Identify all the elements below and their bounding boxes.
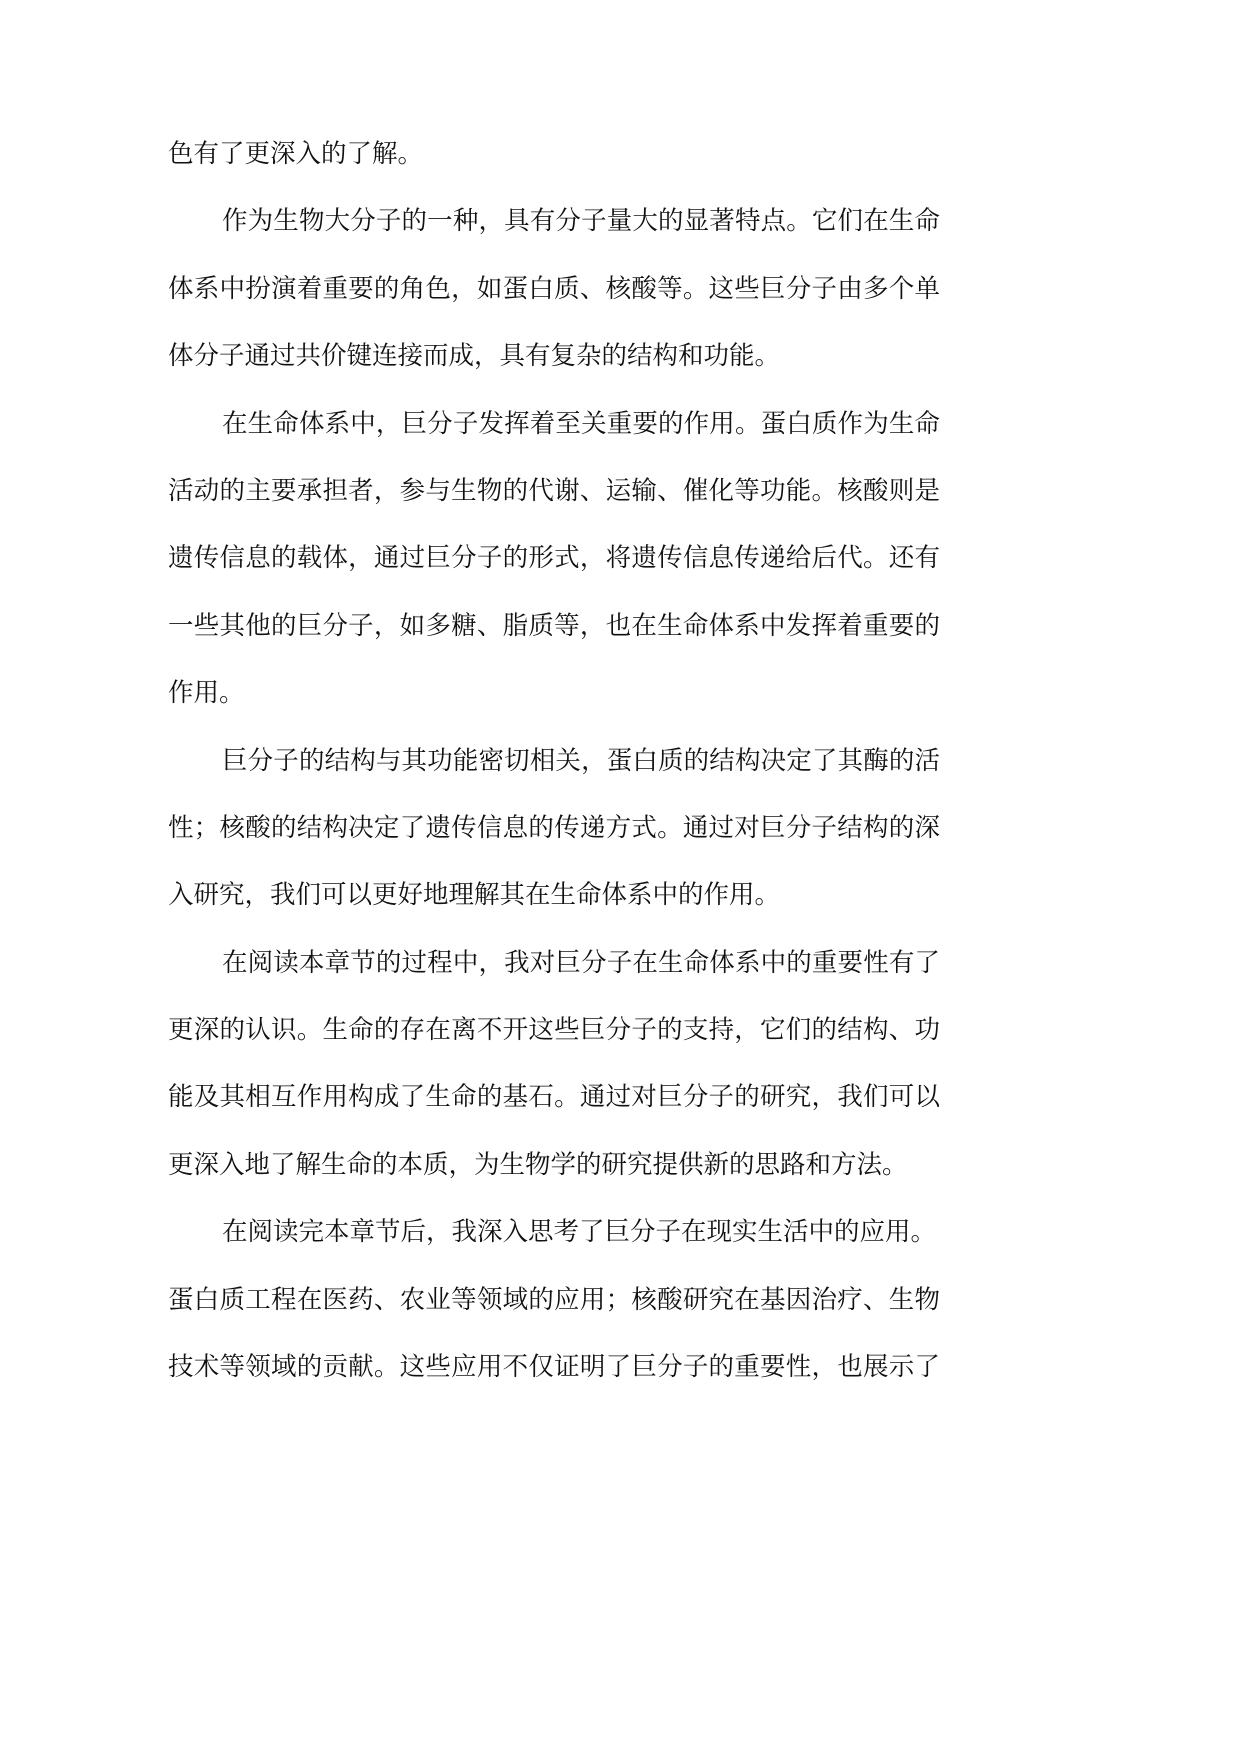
text-line: 体系中扮演着重要的角色，如蛋白质、核酸等。这些巨分子由多个单: [168, 273, 940, 304]
paragraph: [168, 1199, 940, 1401]
text-line: 作用。: [168, 678, 245, 709]
text-line: 色有了更深入的了解。: [168, 139, 424, 169]
text-line: 遗传信息的载体，通过巨分子的形式，将遗传信息传递给后代。还有: [168, 543, 940, 574]
text-line: 在生命体系中，巨分子发挥着至关重要的作用。蛋白质作为生命: [222, 408, 940, 439]
text-line: 更深的认识。生命的存在离不开这些巨分子的支持，它们的结构、功: [168, 1015, 940, 1046]
text-line: 作为生物大分子的一种，具有分子量大的显著特点。它们在生命: [222, 206, 940, 237]
text-line: 活动的主要承担者，参与生物的代谢、运输、催化等功能。核酸则是: [168, 475, 940, 506]
text-line: 入研究，我们可以更好地理解其在生命体系中的作用。: [168, 880, 781, 911]
paragraph: [168, 121, 940, 188]
paragraph: [168, 188, 940, 390]
text-line: 体分子通过共价键连接而成，具有复杂的结构和功能。: [168, 341, 781, 372]
paragraph: [168, 391, 940, 728]
document-body: [168, 121, 940, 1401]
text-line: 一些其他的巨分子，如多糖、脂质等，也在生命体系中发挥着重要的: [168, 610, 940, 641]
text-line: 更深入地了解生命的本质，为生物学的研究提供新的思路和方法。: [168, 1149, 908, 1180]
text-line: 性；核酸的结构决定了遗传信息的传递方式。通过对巨分子结构的深: [168, 812, 940, 843]
text-line: 能及其相互作用构成了生命的基石。通过对巨分子的研究，我们可以: [168, 1082, 940, 1113]
text-line: 蛋白质工程在医药、农业等领域的应用；核酸研究在基因治疗、生物: [168, 1284, 940, 1315]
paragraph: [168, 728, 940, 930]
text-line: 在阅读完本章节后，我深入思考了巨分子在现实生活中的应用。: [222, 1217, 937, 1248]
paragraph: [168, 930, 940, 1200]
text-line: 技术等领域的贡献。这些应用不仅证明了巨分子的重要性，也展示了: [168, 1352, 940, 1383]
text-line: 在阅读本章节的过程中，我对巨分子在生命体系中的重要性有了: [222, 947, 940, 978]
text-line: 巨分子的结构与其功能密切相关，蛋白质的结构决定了其酶的活: [222, 745, 940, 776]
